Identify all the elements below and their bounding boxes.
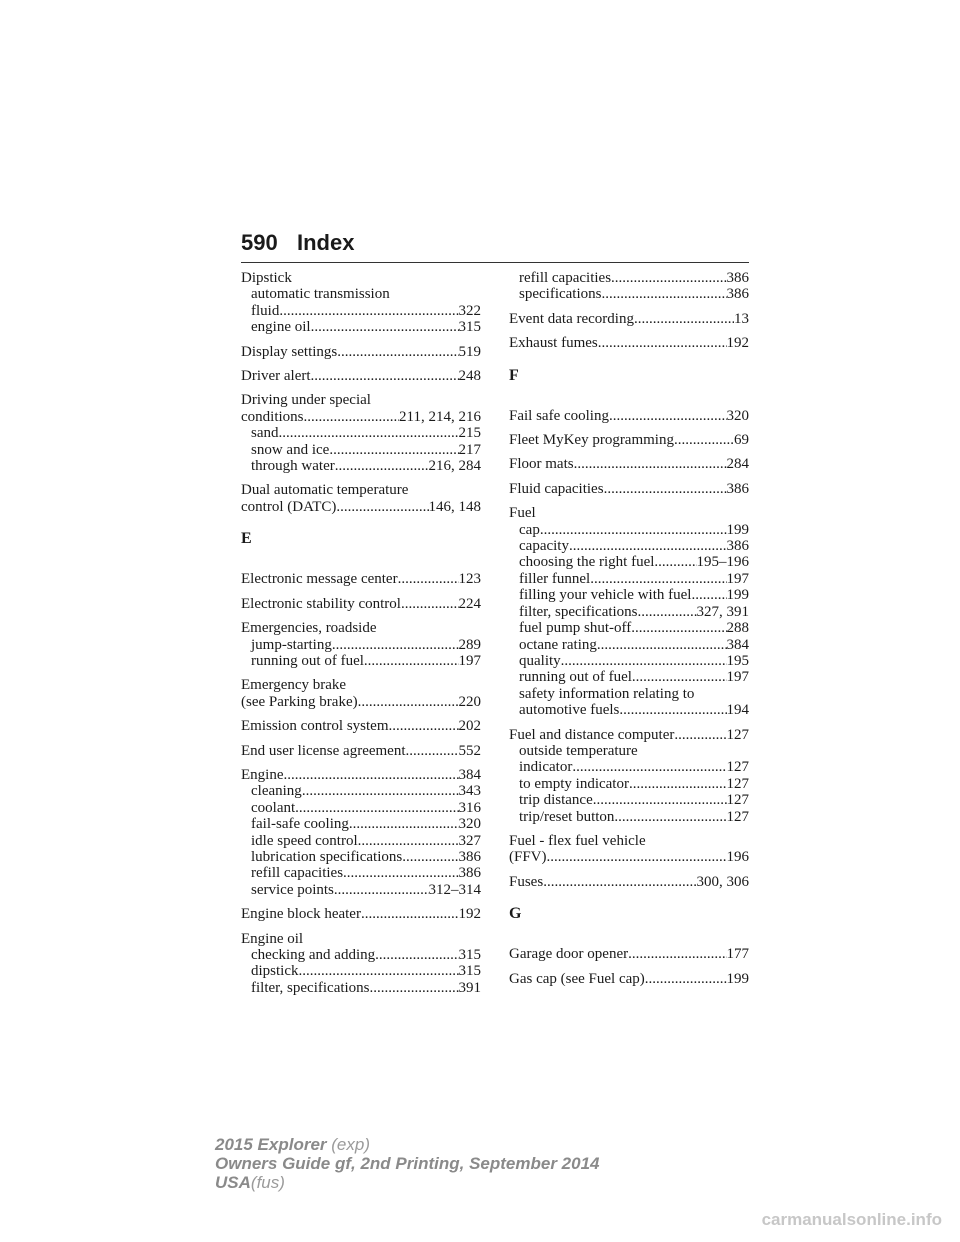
dot-leader	[364, 653, 459, 669]
index-term-line	[241, 482, 481, 498]
index-term: snow and ice	[251, 441, 330, 458]
index-term-line	[241, 392, 481, 408]
page-reference: 386	[726, 286, 749, 303]
index-subentry	[509, 571, 749, 587]
index-subentry	[241, 963, 481, 979]
page-reference: 127	[726, 792, 749, 809]
index-entry	[241, 482, 481, 515]
dot-leader	[628, 946, 726, 962]
index-term: service points	[251, 881, 334, 898]
page-reference: 216, 284	[428, 458, 481, 475]
index-subentry	[509, 587, 749, 603]
index-term: automatic transmission	[251, 286, 390, 303]
index-term: Engine	[241, 766, 284, 783]
dot-leader	[302, 783, 459, 799]
index-term-line	[241, 270, 481, 286]
index-term: fluid	[251, 302, 280, 319]
page-reference: 316	[458, 799, 481, 816]
index-term: through water	[251, 458, 335, 475]
index-subentry	[509, 637, 749, 653]
footer-model-code: (exp)	[331, 1135, 370, 1154]
dot-leader	[343, 865, 458, 881]
index-term: safety information relating to	[519, 685, 695, 702]
dot-leader	[604, 481, 727, 497]
index-term: Fluid capacities	[509, 480, 604, 497]
section-letter: F	[509, 366, 519, 384]
index-subentry	[509, 669, 749, 685]
index-subentry	[509, 702, 749, 718]
dot-leader	[361, 906, 459, 922]
page-reference: 315	[458, 947, 481, 963]
index-subentry	[241, 425, 481, 441]
index-subentry	[241, 319, 481, 335]
index-subentry	[241, 865, 481, 881]
index-subentry	[241, 849, 481, 865]
index-column-right	[509, 270, 749, 995]
index-entry	[509, 727, 749, 825]
index-term: cleaning	[251, 783, 302, 800]
index-subentry	[241, 980, 481, 996]
page-reference: 217	[458, 441, 481, 458]
dot-leader	[398, 571, 459, 587]
index-term-line	[509, 849, 749, 865]
index-subentry	[241, 783, 481, 799]
index-subentry	[241, 286, 481, 302]
index-subentry	[509, 620, 749, 636]
index-term: specifications	[519, 286, 602, 303]
index-term: Engine oil	[241, 930, 304, 947]
page-reference: 195	[726, 652, 749, 669]
dot-leader	[619, 702, 726, 718]
index-entry	[241, 620, 481, 669]
page-reference: 284	[726, 456, 749, 473]
index-term: running out of fuel	[251, 652, 364, 669]
page-reference: 320	[458, 816, 481, 833]
dot-leader	[304, 409, 400, 425]
page-reference: 386	[458, 865, 481, 882]
page-reference: 552	[458, 742, 481, 759]
page-reference: 192	[458, 906, 481, 923]
section-letter: E	[241, 530, 252, 548]
index-term-line	[509, 971, 749, 987]
index-term: Fleet MyKey programming	[509, 432, 674, 449]
index-term: to empty indicator	[519, 775, 629, 792]
index-term: quality	[519, 652, 561, 669]
page-reference: 13	[734, 310, 749, 327]
page-reference: 322	[458, 302, 481, 319]
index-entry	[509, 874, 749, 890]
index-term: fail-safe cooling	[251, 816, 349, 833]
index-subentry	[241, 882, 481, 898]
footer-market-code: (fus)	[250, 1173, 285, 1192]
index-term-line	[241, 620, 481, 636]
index-term: indicator	[519, 759, 573, 776]
dot-leader	[311, 368, 459, 384]
dot-leader	[402, 849, 458, 865]
footer-market: USA	[215, 1173, 251, 1192]
index-entry	[509, 432, 749, 448]
index-term: Fuel - flex fuel vehicle	[509, 832, 646, 849]
page-reference: 315	[458, 319, 481, 336]
dot-leader	[601, 286, 726, 302]
page-reference: 519	[458, 343, 481, 360]
dot-leader	[638, 604, 697, 620]
index-entry	[241, 718, 481, 734]
footer-line-2	[215, 1154, 599, 1173]
dot-leader	[629, 776, 727, 792]
page-reference: 386	[458, 848, 481, 865]
index-entry	[241, 571, 481, 587]
dot-leader	[590, 571, 726, 587]
dot-leader	[389, 718, 459, 734]
index-term: octane rating	[519, 636, 597, 653]
dot-leader	[299, 963, 459, 979]
index-term-line	[509, 946, 749, 962]
page-reference: 69	[734, 432, 749, 449]
dot-leader	[631, 620, 726, 636]
index-term: Dipstick	[241, 270, 292, 286]
dot-leader	[597, 637, 727, 653]
index-term: Event data recording	[509, 310, 634, 327]
dot-leader	[572, 759, 726, 775]
dot-leader	[634, 311, 734, 327]
dot-leader	[598, 335, 727, 351]
index-term-line	[241, 931, 481, 947]
dot-leader	[593, 792, 727, 808]
page-reference: 192	[726, 335, 749, 352]
index-term: outside temperature	[519, 742, 638, 759]
page-number: 590	[241, 230, 278, 255]
index-term: Driving under special	[241, 392, 371, 409]
page-reference: 300, 306	[696, 873, 749, 890]
index-term: control (DATC)	[241, 498, 337, 515]
page-reference: 215	[458, 425, 481, 442]
index-subentry	[509, 809, 749, 825]
index-entry	[241, 392, 481, 474]
dot-leader	[337, 344, 458, 360]
page-reference: 327	[458, 832, 481, 849]
index-entry	[509, 505, 749, 718]
index-subentry	[509, 554, 749, 570]
page-reference: 386	[726, 270, 749, 286]
index-subentry	[509, 604, 749, 620]
dot-leader	[543, 874, 696, 890]
dot-leader	[674, 432, 734, 448]
index-entry	[241, 743, 481, 759]
index-subentry	[241, 947, 481, 963]
index-term-line	[241, 571, 481, 587]
page-reference: 320	[726, 407, 749, 424]
dot-leader	[336, 499, 428, 515]
page-reference: 196	[726, 849, 749, 866]
index-subentry	[241, 653, 481, 669]
index-term: Electronic message center	[241, 571, 398, 588]
index-entry	[241, 596, 481, 612]
section-letter: G	[509, 905, 522, 923]
index-entry	[241, 344, 481, 360]
index-subentry	[509, 286, 749, 302]
index-subentry	[509, 522, 749, 538]
index-term: capacity	[519, 538, 569, 555]
index-term-line	[509, 311, 749, 327]
page-reference: 197	[726, 669, 749, 686]
index-term: filter, specifications	[519, 603, 638, 620]
index-term-line	[241, 596, 481, 612]
index-term: Fail safe cooling	[509, 407, 609, 424]
dot-leader	[654, 554, 696, 570]
dot-leader	[645, 971, 727, 987]
index-term-line	[509, 481, 749, 497]
index-term: running out of fuel	[519, 669, 632, 686]
index-term-line	[241, 409, 481, 425]
index-entry	[509, 456, 749, 472]
index-subentry	[241, 458, 481, 474]
index-term: Dual automatic temperature	[241, 482, 409, 499]
page-reference: 127	[726, 726, 749, 743]
index-term: Driver alert	[241, 368, 311, 385]
index-term-line	[509, 833, 749, 849]
index-term: Gas cap (see Fuel cap)	[509, 970, 645, 987]
footer-edition: Owners Guide gf, 2nd Printing, September 2014	[215, 1154, 600, 1173]
index-term-line	[241, 906, 481, 922]
index-term: refill capacities	[519, 270, 612, 286]
page-reference: 199	[726, 587, 749, 604]
index-term-line	[241, 694, 481, 710]
page-title: Index	[297, 230, 355, 255]
index-subentry	[509, 743, 749, 759]
page-reference: 194	[726, 702, 749, 719]
dot-leader	[569, 538, 727, 554]
dot-leader	[329, 442, 458, 458]
footer	[215, 1135, 599, 1192]
dot-leader	[279, 303, 458, 319]
page-reference: 312–314	[428, 881, 481, 898]
dot-leader	[609, 408, 727, 424]
dot-leader	[561, 653, 727, 669]
index-entry	[241, 767, 481, 898]
index-term: Garage door opener	[509, 946, 629, 963]
index-term: Engine block heater	[241, 906, 361, 923]
index-term-line	[241, 499, 481, 515]
index-term: coolant	[251, 799, 296, 816]
footer-line-1	[215, 1135, 599, 1154]
index-term: filter, specifications	[251, 979, 370, 996]
page-reference: 146, 148	[428, 498, 481, 515]
index-term: Emission control system	[241, 718, 389, 735]
index-term-line	[509, 727, 749, 743]
dot-leader	[375, 947, 458, 963]
index-subentry	[241, 800, 481, 816]
index-entry	[241, 270, 481, 336]
index-term: engine oil	[251, 319, 311, 336]
dot-leader	[279, 425, 459, 441]
index-entry	[509, 335, 749, 351]
index-term-line	[509, 505, 749, 521]
page-reference: 386	[726, 480, 749, 497]
dot-leader	[349, 816, 459, 832]
page-reference: 327, 391	[696, 603, 749, 620]
index-term: filler funnel	[519, 570, 591, 587]
page-reference: 127	[726, 759, 749, 776]
page-reference: 289	[458, 636, 481, 653]
index-term: dipstick	[251, 963, 299, 980]
index-entry	[509, 408, 749, 424]
page-reference: 123	[458, 571, 481, 588]
index-subentry	[509, 759, 749, 775]
footer-line-3	[215, 1173, 599, 1192]
index-term: sand	[251, 425, 279, 442]
dot-leader	[691, 587, 726, 603]
page-reference: 127	[726, 775, 749, 792]
index-term: cap	[519, 521, 540, 538]
index-term: refill capacities	[251, 865, 344, 882]
index-term: filling your vehicle with fuel	[519, 587, 692, 604]
index-term: Fuses	[509, 873, 544, 890]
index-term: lubrication specifications	[251, 848, 403, 865]
index-term: Fuel	[509, 505, 536, 522]
page-reference: 386	[726, 538, 749, 555]
dot-leader	[406, 743, 459, 759]
index-entry	[241, 906, 481, 922]
index-entry	[509, 946, 749, 962]
page-reference: 224	[458, 595, 481, 612]
footer-model: 2015 Explorer	[215, 1135, 327, 1154]
index-subentry	[241, 816, 481, 832]
index-term: jump-starting	[251, 636, 332, 653]
index-term: Electronic stability control	[241, 595, 401, 612]
dot-leader	[614, 809, 726, 825]
dot-leader	[334, 882, 429, 898]
page-reference: 343	[458, 783, 481, 800]
dot-leader	[311, 319, 459, 335]
index-term-line	[241, 344, 481, 360]
index-term: fuel pump shut-off	[519, 620, 632, 637]
dot-leader	[632, 669, 727, 685]
page-reference: 384	[458, 766, 481, 783]
index-term: Emergencies, roadside	[241, 620, 377, 637]
index-term: conditions	[241, 408, 304, 425]
index-term: Display settings	[241, 343, 338, 360]
page-reference: 288	[726, 620, 749, 637]
index-term-line	[509, 432, 749, 448]
dot-leader	[401, 596, 459, 612]
dot-leader	[370, 980, 459, 996]
index-subentry	[509, 538, 749, 554]
dot-leader	[332, 637, 459, 653]
index-term: End user license agreement	[241, 742, 406, 759]
page-reference: 202	[458, 718, 481, 735]
page-reference: 199	[726, 521, 749, 538]
page-reference: 199	[726, 970, 749, 987]
index-subentry	[509, 776, 749, 792]
index-term: choosing the right fuel	[519, 554, 655, 571]
dot-leader	[358, 833, 459, 849]
index-term-line	[241, 767, 481, 783]
page-reference: 315	[458, 963, 481, 980]
index-entry	[509, 270, 749, 303]
index-term: idle speed control	[251, 832, 358, 849]
index-subentry	[241, 833, 481, 849]
dot-leader	[547, 849, 727, 865]
index-subentry	[241, 303, 481, 319]
page-reference: 197	[458, 652, 481, 669]
index-column-left	[241, 270, 481, 1004]
page-reference: 248	[458, 368, 481, 385]
dot-leader	[611, 270, 726, 286]
dot-leader	[674, 727, 726, 743]
index-term: automotive fuels	[519, 702, 620, 719]
index-subentry	[241, 637, 481, 653]
index-subentry	[509, 792, 749, 808]
index-term-line	[509, 456, 749, 472]
index-entry	[241, 677, 481, 710]
watermark: carmanualsonline.info	[761, 1210, 942, 1229]
index-entry	[509, 971, 749, 987]
index-term: Emergency brake	[241, 677, 347, 694]
index-term-line	[509, 335, 749, 351]
page-reference: 391	[458, 979, 481, 996]
dot-leader	[574, 456, 727, 472]
index-subentry	[241, 442, 481, 458]
index-subentry	[509, 686, 749, 702]
index-subentry	[509, 270, 749, 286]
index-term: Exhaust fumes	[509, 335, 598, 352]
dot-leader	[335, 458, 429, 474]
index-term: (FFV)	[509, 849, 547, 866]
index-term: checking and adding	[251, 947, 376, 963]
index-term: trip distance	[519, 792, 593, 809]
index-term-line	[509, 874, 749, 890]
index-entry	[241, 368, 481, 384]
index-term: (see Parking brake)	[241, 693, 358, 710]
index-term-line	[241, 718, 481, 734]
index-term-line	[241, 677, 481, 693]
page-reference: 384	[726, 636, 749, 653]
dot-leader	[295, 800, 458, 816]
page-reference: 177	[726, 946, 749, 963]
index-entry	[509, 311, 749, 327]
index-term: Floor mats	[509, 456, 574, 473]
page-reference: 195–196	[696, 554, 749, 571]
index-entry	[509, 833, 749, 866]
page-reference: 220	[458, 693, 481, 710]
index-entry	[241, 931, 481, 997]
index-term-line	[509, 408, 749, 424]
index-subentry	[509, 653, 749, 669]
page-reference: 127	[726, 808, 749, 825]
index-term: Fuel and distance computer	[509, 726, 675, 743]
page-header	[241, 228, 749, 263]
dot-leader	[284, 767, 459, 783]
index-term-line	[241, 743, 481, 759]
index-term-line	[241, 368, 481, 384]
dot-leader	[358, 694, 459, 710]
index-entry	[509, 481, 749, 497]
index-term: trip/reset button	[519, 808, 615, 825]
dot-leader	[540, 522, 727, 538]
page-reference: 197	[726, 570, 749, 587]
page-reference: 211, 214, 216	[399, 408, 481, 425]
